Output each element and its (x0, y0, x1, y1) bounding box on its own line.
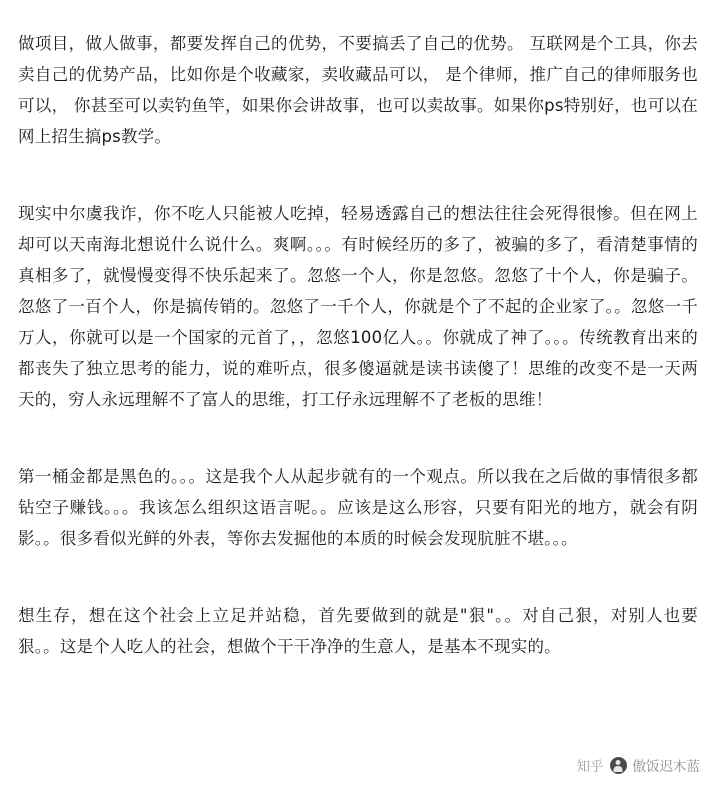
paragraph-2: 现实中尔虞我诈，你不吃人只能被人吃掉，轻易透露自己的想法往往会死得很惨。但在网上却可以天南海北想说什么说什么。爽啊。。。有时候经历的多了，被骗的多了，看清楚事情的真相多了，就慢慢变得不快乐起来了。忽悠一个人，你是忽悠。忽悠了十个人，你是骗子。忽悠了一百个人，你是搞传销的。忽悠了一千个人，你就是个了不起的企业家了。。忽悠一千万人，你就可以是一个国家的元首了，，忽悠100亿人。。你就成了神了。。。传统教育出来的都丧失了独立思考的能力，说的难听点，很多傻逼就是读书读傻了！思维的改变不是一天两天的，穷人永远理解不了富人的思维，打工仔永远理解不了老板的思维！ (18, 204, 698, 409)
paragraph-3: 第一桶金都是黑色的。。。这是我个人从起步就有的一个观点。所以我在之后做的事情很多都钻空子赚钱。。。我该怎么组织这语言呢。。应该是这么形容，只要有阳光的地方，就会有阴影。。很多看似光鲜的外表，等你去发掘他的本质的时候会发现肮脏不堪。。。 (18, 467, 698, 548)
paragraph-1: 做项目，做人做事，都要发挥自己的优势，不要搞丢了自己的优势。 互联网是个工具，你去卖自己的优势产品，比如你是个收藏家，卖收藏品可以， 是个律师，推广自己的律师服务也可以， 你甚至可以卖钓鱼竿，如果你会讲故事，也可以卖故事。如果你ps特别好，也可以在网上招生搞ps教学。 (18, 34, 698, 146)
author-name-label: 傲饭迟木蓝 (632, 759, 700, 775)
paragraph-4: 想生存，想在这个社会上立足并站稳，首先要做到的就是"狠"。。对自己狠，对别人也要狠。。这是个人吃人的社会，想做个干干净净的生意人，是基本不现实的。 (18, 606, 698, 656)
user-avatar-icon (610, 757, 627, 774)
zhihu-brand-label: 知乎 (576, 759, 604, 775)
watermark-footer (577, 755, 701, 775)
